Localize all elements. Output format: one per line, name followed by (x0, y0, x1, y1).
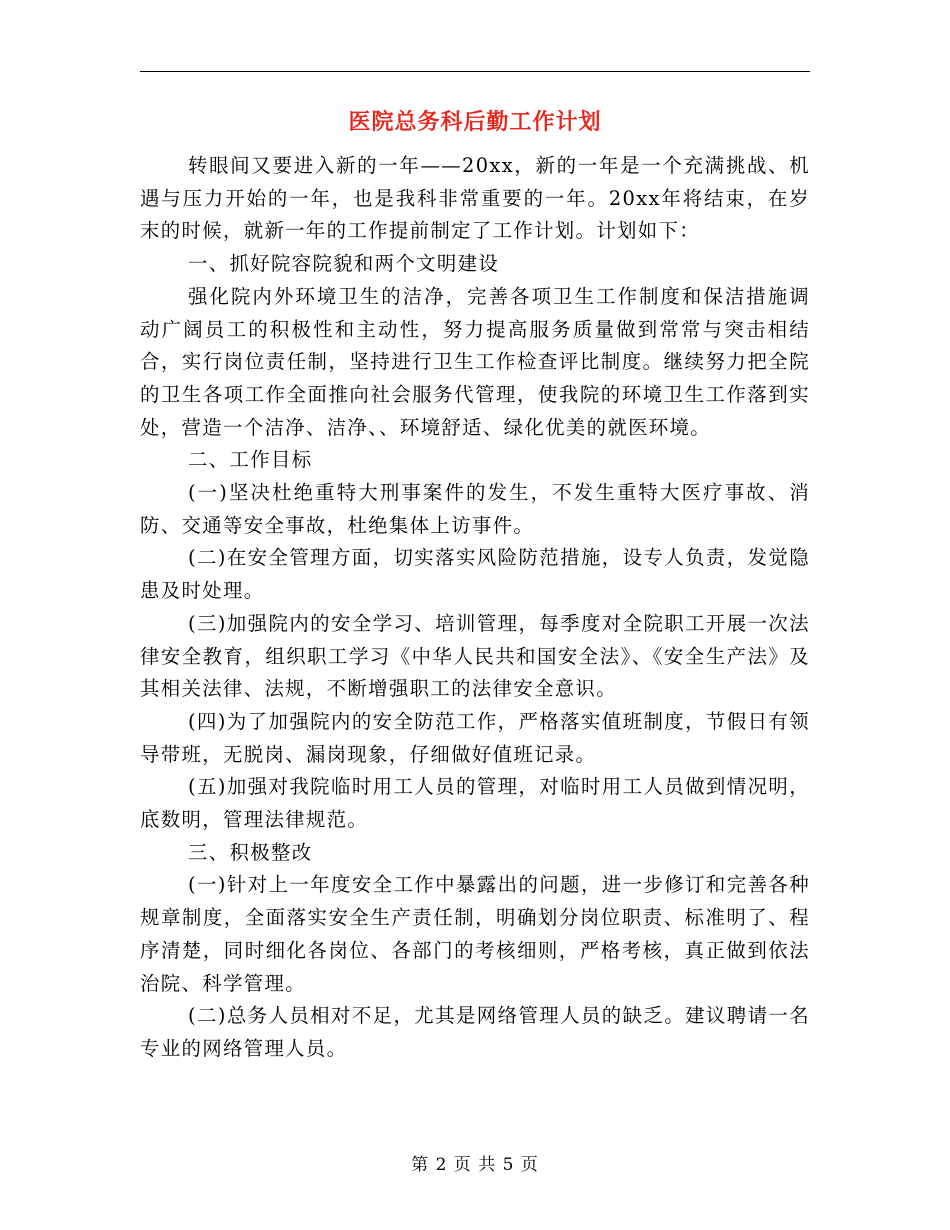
list-item-goal-4: (四)为了加强院内的安全防范工作，严格落实值班制度，节假日有领导带班，无脱岗、漏岗现象，仔细做好值班记录。 (140, 709, 810, 766)
section-heading-2: 二、工作目标 (188, 448, 313, 472)
section-heading-3: 三、积极整改 (188, 840, 313, 864)
document-body (140, 150, 810, 1066)
list-item-goal-2: (二)在安全管理方面，切实落实风险防范措施，设专人负责，发觉隐患及时处理。 (140, 546, 810, 603)
paragraph-section-1: 强化院内外环境卫生的洁净，完善各项卫生工作制度和保洁措施调动广阔员工的积极性和主动性，努力提高服务质量做到常常与突击相结合，实行岗位责任制，坚持进行卫生工作检查评比制度。继续努力把全院的卫生各项工作全面推向社会服务代管理，使我院的环境卫生工作落到实处，营造一个洁净、洁净、、环境舒适、绿化优美的就医环境。 (140, 284, 810, 439)
paragraph-intro: 转眼间又要进入新的一年——20xx，新的一年是一个充满挑战、机遇与压力开始的一年，也是我科非常重要的一年。20xx年将结束，在岁末的时候，就新一年的工作提前制定了工作计划。计划如下： (140, 154, 810, 243)
page-footer: 第 2 页 共 5 页 (411, 1155, 539, 1175)
header-rule (140, 71, 810, 72)
document-title: 医院总务科后勤工作计划 (348, 109, 602, 135)
list-item-goal-1: (一)坚决杜绝重特大刑事案件的发生，不发生重特大医疗事故、消防、交通等安全事故，杜绝集体上访事件。 (140, 481, 810, 537)
list-item-goal-5: (五)加强对我院临时用工人员的管理，对临时用工人员做到情况明，底数明，管理法律规范。 (140, 775, 810, 832)
section-heading-1: 一、抓好院容院貌和两个文明建设 (188, 252, 500, 276)
list-item-rectify-1: (一)针对上一年度安全工作中暴露出的问题，进一步修订和完善各种规章制度，全面落实安全生产责任制，明确划分岗位职责、标准明了、程序清楚，同时细化各岗位、各部门的考核细则，严格考核，真正做到依法治院、科学管理。 (140, 873, 810, 995)
list-item-goal-3: (三)加强院内的安全学习、培训管理，每季度对全院职工开展一次法律安全教育，组织职工学习《中华人民共和国安全法》、《安全生产法》及其相关法律、法规，不断增强职工的法律安全意识。 (140, 611, 810, 701)
list-item-rectify-2: (二)总务人员相对不足，尤其是网络管理人员的缺乏。建议聘请一名专业的网络管理人员。 (140, 1004, 810, 1060)
